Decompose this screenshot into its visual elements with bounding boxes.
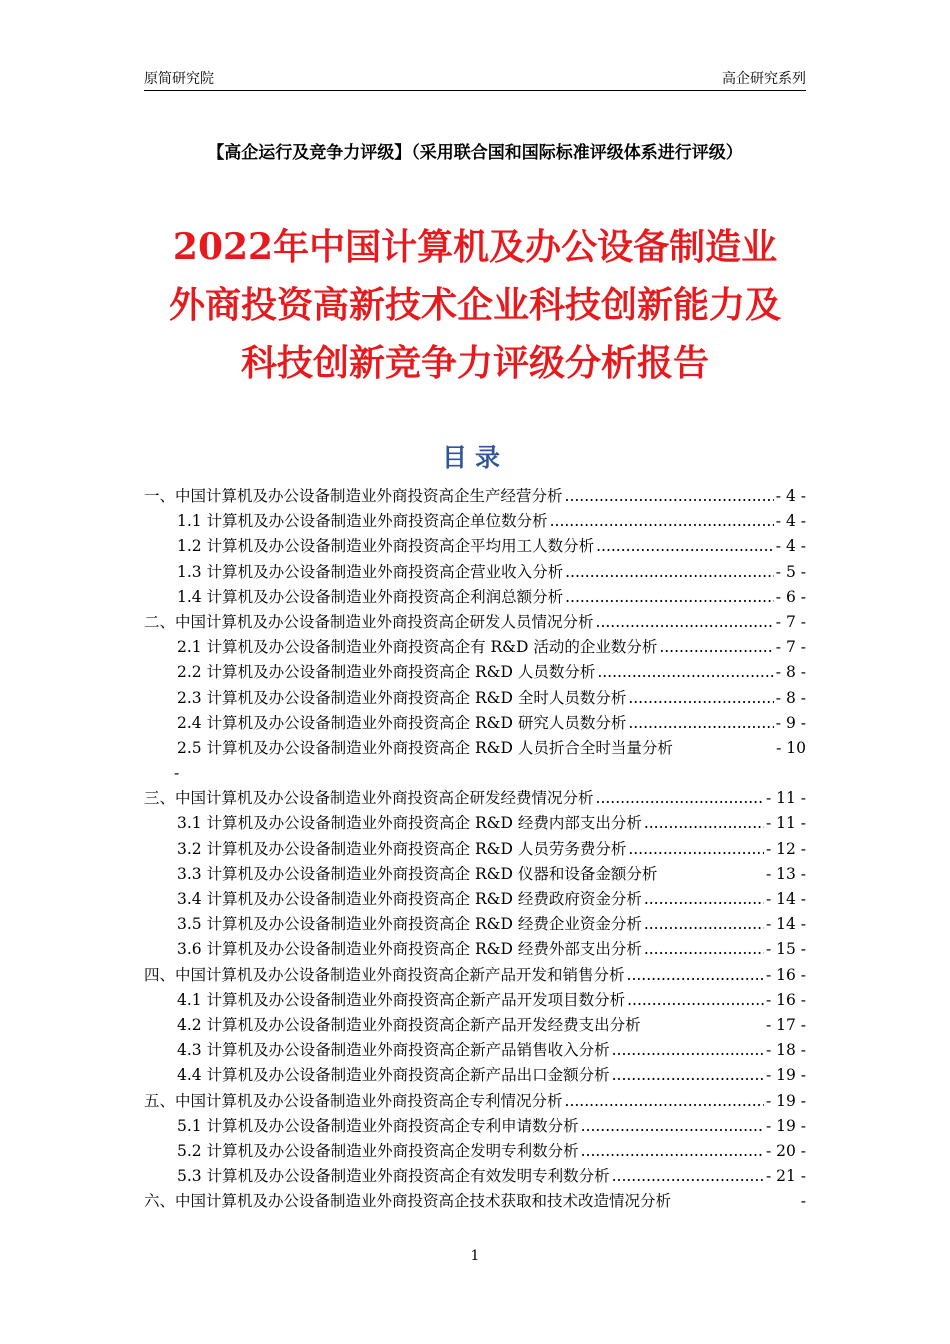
- toc-entry[interactable]: 1.3 计算机及办公设备制造业外商投资高企营业收入分析 ..... - 5 -: [144, 560, 806, 585]
- toc-entry[interactable]: 2.4 计算机及办公设备制造业外商投资高企 R&D 研究人员数分析 ..... - 9 -: [144, 711, 806, 736]
- toc-entry[interactable]: 3.3 计算机及办公设备制造业外商投资高企 R&D 仪器和设备金额分析 - 13 -: [177, 864, 806, 883]
- toc-entry[interactable]: 3.4 计算机及办公设备制造业外商投资高企 R&D 经费政府资金分析 ..... - 14 -: [144, 887, 806, 912]
- toc-entry[interactable]: 3.1 计算机及办公设备制造业外商投资高企 R&D 经费内部支出分析 ..... - 11 -: [144, 811, 806, 836]
- toc-entry[interactable]: 5.2 计算机及办公设备制造业外商投资高企发明专利数分析 ..... - 20 -: [144, 1139, 806, 1164]
- toc-entry[interactable]: 三、中国计算机及办公设备制造业外商投资高企研发经费情况分析 ..... - 11 -: [144, 786, 806, 811]
- toc-entry[interactable]: 5.3 计算机及办公设备制造业外商投资高企有效发明专利数分析 ..... - 21 -: [144, 1164, 806, 1189]
- title-line-1: 2022年中国计算机及办公设备制造业: [172, 226, 778, 268]
- page-number: 1: [470, 1248, 480, 1264]
- toc-entry[interactable]: 六、中国计算机及办公设备制造业外商投资高企技术获取和技术改造情况分析 -: [144, 1192, 806, 1211]
- toc-entry[interactable]: 一、中国计算机及办公设备制造业外商投资高企生产经营分析 ..... - 4 -: [144, 484, 806, 509]
- toc-entry[interactable]: 4.2 计算机及办公设备制造业外商投资高企新产品开发经费支出分析 - 17 -: [177, 1015, 806, 1034]
- toc-entry[interactable]: 3.6 计算机及办公设备制造业外商投资高企 R&D 经费外部支出分析 ..... - 15 -: [144, 937, 806, 962]
- toc-entry[interactable]: 2.2 计算机及办公设备制造业外商投资高企 R&D 人员数分析 ..... - 8 -: [144, 660, 806, 685]
- toc-entry[interactable]: 5.1 计算机及办公设备制造业外商投资高企专利申请数分析 ..... - 19 -: [144, 1114, 806, 1139]
- header-left-org: 原简研究院: [144, 71, 214, 87]
- toc-entry[interactable]: 4.4 计算机及办公设备制造业外商投资高企新产品出口金额分析 ..... - 19 -: [144, 1063, 806, 1088]
- toc-entry[interactable]: 2.5 计算机及办公设备制造业外商投资高企 R&D 人员折合全时当量分析 - 10: [177, 738, 806, 757]
- toc-entry-wrap: -: [174, 764, 180, 783]
- header-right-series: 高企研究系列: [722, 71, 806, 87]
- toc-heading: 目录: [441, 443, 508, 472]
- toc-entry[interactable]: 二、中国计算机及办公设备制造业外商投资高企研发人员情况分析 ..... - 7 -: [144, 610, 806, 635]
- toc-entry[interactable]: 五、中国计算机及办公设备制造业外商投资高企专利情况分析 ..... - 19 -: [144, 1089, 806, 1114]
- report-title: [120, 218, 830, 392]
- toc-entry[interactable]: 3.2 计算机及办公设备制造业外商投资高企 R&D 人员劳务费分析 ..... - 12 -: [144, 837, 806, 862]
- toc-entry[interactable]: 2.1 计算机及办公设备制造业外商投资高企有 R&D 活动的企业数分析 ..... - 7 -: [144, 635, 806, 660]
- toc-entry[interactable]: 2.3 计算机及办公设备制造业外商投资高企 R&D 全时人员数分析 ..... - 8 -: [144, 686, 806, 711]
- toc-entry[interactable]: 1.4 计算机及办公设备制造业外商投资高企利润总额分析 ..... - 6 -: [144, 585, 806, 610]
- title-line-2: 外商投资高新技术企业科技创新能力及: [168, 284, 781, 326]
- toc-entry[interactable]: 1.2 计算机及办公设备制造业外商投资高企平均用工人数分析 ..... - 4 -: [144, 534, 806, 559]
- toc-entry[interactable]: 3.5 计算机及办公设备制造业外商投资高企 R&D 经费企业资金分析 ..... - 14 -: [144, 912, 806, 937]
- toc-entry[interactable]: 1.1 计算机及办公设备制造业外商投资高企单位数分析 ..... - 4 -: [144, 509, 806, 534]
- toc-entry[interactable]: 4.1 计算机及办公设备制造业外商投资高企新产品开发项目数分析 ..... - 16 -: [144, 988, 806, 1013]
- toc-entry[interactable]: 4.3 计算机及办公设备制造业外商投资高企新产品销售收入分析 ..... - 18 -: [144, 1038, 806, 1063]
- report-subtitle: 【高企运行及竞争力评级】（采用联合国和国际标准评级体系进行评级）: [207, 143, 743, 163]
- table-of-contents: [144, 484, 806, 1214]
- page-header: [144, 64, 806, 91]
- toc-entry[interactable]: 四、中国计算机及办公设备制造业外商投资高企新产品开发和销售分析 ..... - 16 -: [144, 963, 806, 988]
- title-line-3: 科技创新竞争力评级分析报告: [240, 342, 709, 384]
